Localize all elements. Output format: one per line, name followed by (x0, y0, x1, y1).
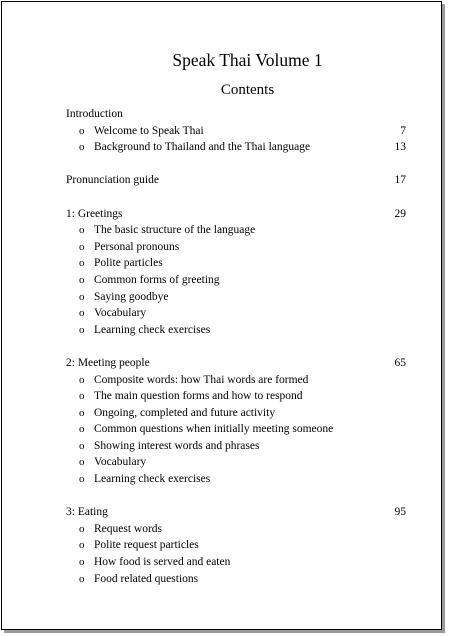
toc-item-text: Vocabulary (94, 456, 147, 469)
bullet-icon: o (79, 240, 85, 253)
document-title: Speak Thai Volume 1 (172, 50, 323, 70)
toc-item-text: How food is served and eaten (94, 556, 231, 569)
bullet-icon: o (79, 273, 85, 286)
toc-item (66, 123, 406, 140)
bullet-icon: o (79, 290, 85, 303)
toc-section-pronunciation (66, 172, 406, 189)
toc-item (66, 305, 406, 322)
toc-section-heading (66, 504, 406, 521)
section-page-number: 17 (394, 174, 406, 187)
toc-item (66, 372, 406, 389)
toc-item-text: Welcome to Speak Thai (94, 124, 204, 137)
bullet-icon: o (79, 439, 85, 452)
section-title: Introduction (66, 108, 123, 120)
section-title: 3: Eating (66, 506, 108, 519)
toc-item (66, 255, 406, 272)
toc-item (66, 388, 406, 405)
bullet-icon: o (79, 224, 85, 237)
toc-item-text: Food related questions (94, 572, 199, 585)
bullet-icon: o (79, 323, 85, 336)
toc-item (66, 471, 406, 488)
bullet-icon: o (79, 257, 85, 270)
toc-item-page-number: 13 (394, 141, 406, 154)
toc-item (66, 272, 406, 289)
toc-item-text: Vocabulary (94, 307, 147, 320)
bullet-icon: o (79, 423, 85, 436)
toc-item-text: Background to Thailand and the Thai language (94, 141, 311, 154)
bullet-icon: o (79, 456, 85, 469)
toc-section-heading (66, 172, 406, 189)
bullet-icon: o (79, 141, 85, 154)
toc-item-page-number: 7 (400, 124, 406, 137)
bullet-icon: o (79, 390, 85, 403)
toc-section-eating (66, 504, 406, 587)
toc-item-text: Showing interest words and phrases (94, 439, 260, 452)
toc-item-text: Common questions when initially meeting someone (94, 423, 334, 436)
toc-item (66, 139, 406, 156)
section-title: 1: Greetings (66, 207, 123, 220)
table-of-contents (66, 106, 406, 604)
bullet-icon: o (79, 473, 85, 486)
toc-item (66, 438, 406, 455)
toc-item (66, 289, 406, 306)
toc-item-text: Learning check exercises (94, 473, 211, 486)
toc-section-meeting-people (66, 355, 406, 488)
bullet-icon: o (79, 556, 85, 569)
section-title: 2: Meeting people (66, 356, 150, 369)
bullet-icon: o (79, 539, 85, 552)
toc-item (66, 239, 406, 256)
bullet-icon: o (79, 307, 85, 320)
toc-item (66, 405, 406, 422)
toc-item (66, 454, 406, 471)
toc-item-text: Polite request particles (94, 539, 199, 552)
bullet-icon: o (79, 572, 85, 585)
bullet-icon: o (79, 406, 85, 419)
toc-item-text: Saying goodbye (94, 290, 169, 303)
toc-item-text: Personal pronouns (94, 240, 180, 253)
toc-section-heading (66, 355, 406, 372)
toc-item-text: Ongoing, completed and future activity (94, 406, 276, 419)
toc-item (66, 322, 406, 339)
toc-item-text: Request words (94, 522, 163, 535)
section-page-number: 29 (394, 207, 406, 220)
toc-item-text: Polite particles (94, 257, 163, 270)
bullet-icon: o (79, 124, 85, 137)
toc-item-text: The main question forms and how to respond (94, 390, 303, 403)
toc-item-text: Common forms of greeting (94, 273, 220, 286)
toc-item (66, 222, 406, 239)
toc-item (66, 537, 406, 554)
document-page (1, 1, 442, 630)
toc-section-greetings (66, 206, 406, 339)
section-page-number: 95 (394, 506, 406, 519)
toc-item (66, 421, 406, 438)
bullet-icon: o (79, 522, 85, 535)
toc-section-heading (66, 206, 406, 223)
section-page-number: 65 (394, 356, 406, 369)
section-title: Pronunciation guide (66, 174, 159, 187)
toc-section-introduction (66, 106, 406, 156)
toc-item-text: Composite words: how Thai words are formed (94, 373, 309, 386)
contents-heading: Contents (220, 82, 275, 98)
toc-item (66, 554, 406, 571)
toc-item-text: Learning check exercises (94, 323, 211, 336)
toc-item (66, 571, 406, 588)
toc-item-text: The basic structure of the language (94, 224, 256, 237)
toc-item (66, 521, 406, 538)
bullet-icon: o (79, 373, 85, 386)
toc-section-heading (66, 106, 406, 123)
